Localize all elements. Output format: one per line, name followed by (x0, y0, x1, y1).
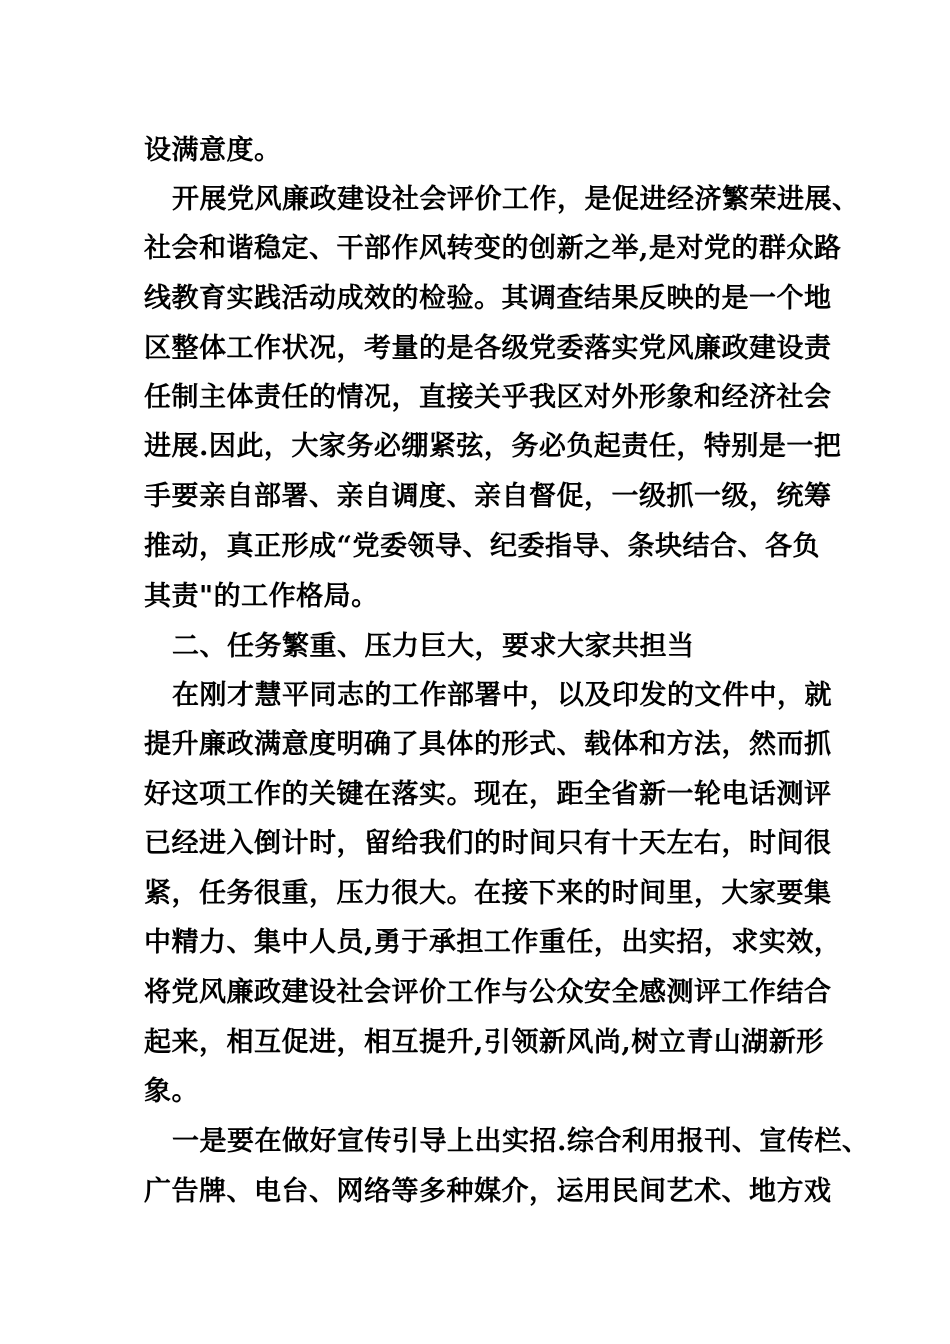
paragraph-line: 已经进入倒计时，留给我们的时间只有十天左右，时间很 (144, 828, 832, 859)
paragraph-line: 象。 (144, 1076, 199, 1107)
paragraph-line: 在刚才慧平同志的工作部署中，以及印发的文件中，就 (172, 680, 832, 711)
paragraph-line: 好这项工作的关键在落实。现在，距全省新一轮电话测评 (144, 779, 832, 810)
paragraph-line: 起来，相互促进，相互提升,引领新风尚,树立青山湖新形 (144, 1027, 824, 1058)
paragraph-line: 一是要在做好宣传引导上出实招.综合利用报刊、宣传栏、 (172, 1126, 870, 1157)
paragraph-line: 手要亲自部署、亲自调度、亲自督促，一级抓一级，统筹 (144, 481, 832, 512)
paragraph-line: 其责"的工作格局。 (144, 581, 379, 612)
paragraph-line: 社会和谐稳定、干部作风转变的创新之举,是对党的群众路 (144, 233, 842, 264)
paragraph-line: 广告牌、电台、网络等多种媒介，运用民间艺术、地方戏 (144, 1176, 832, 1207)
paragraph-line: 开展党风廉政建设社会评价工作，是促进经济繁荣进展、 (172, 184, 860, 215)
paragraph-line: 任制主体责任的情况，直接关乎我区对外形象和经济社会 (144, 382, 832, 413)
paragraph-line: 设满意度。 (144, 135, 282, 166)
section-heading: 二、任务繁重、压力巨大，要求大家共担当 (172, 631, 695, 662)
paragraph-line: 将党风廉政建设社会评价工作与公众安全感测评工作结合 (144, 977, 832, 1008)
paragraph-line: 区整体工作状况，考量的是各级党委落实党风廉政建设责 (144, 333, 832, 364)
paragraph-line: 进展.因此，大家务必绷紧弦，务必负起责任，特别是一把 (144, 431, 842, 462)
paragraph-line: 中精力、集中人员,勇于承担工作重任，出实招，求实效， (144, 927, 842, 958)
paragraph-line: 推动，真正形成“党委领导、纪委指导、条块结合、各负 (144, 531, 821, 562)
paragraph-line: 线教育实践活动成效的检验。其调查结果反映的是一个地 (144, 283, 832, 314)
paragraph-line: 提升廉政满意度明确了具体的形式、载体和方法，然而抓 (144, 729, 832, 760)
paragraph-line: 紧，任务很重，压力很大。在接下来的时间里，大家要集 (144, 878, 832, 909)
